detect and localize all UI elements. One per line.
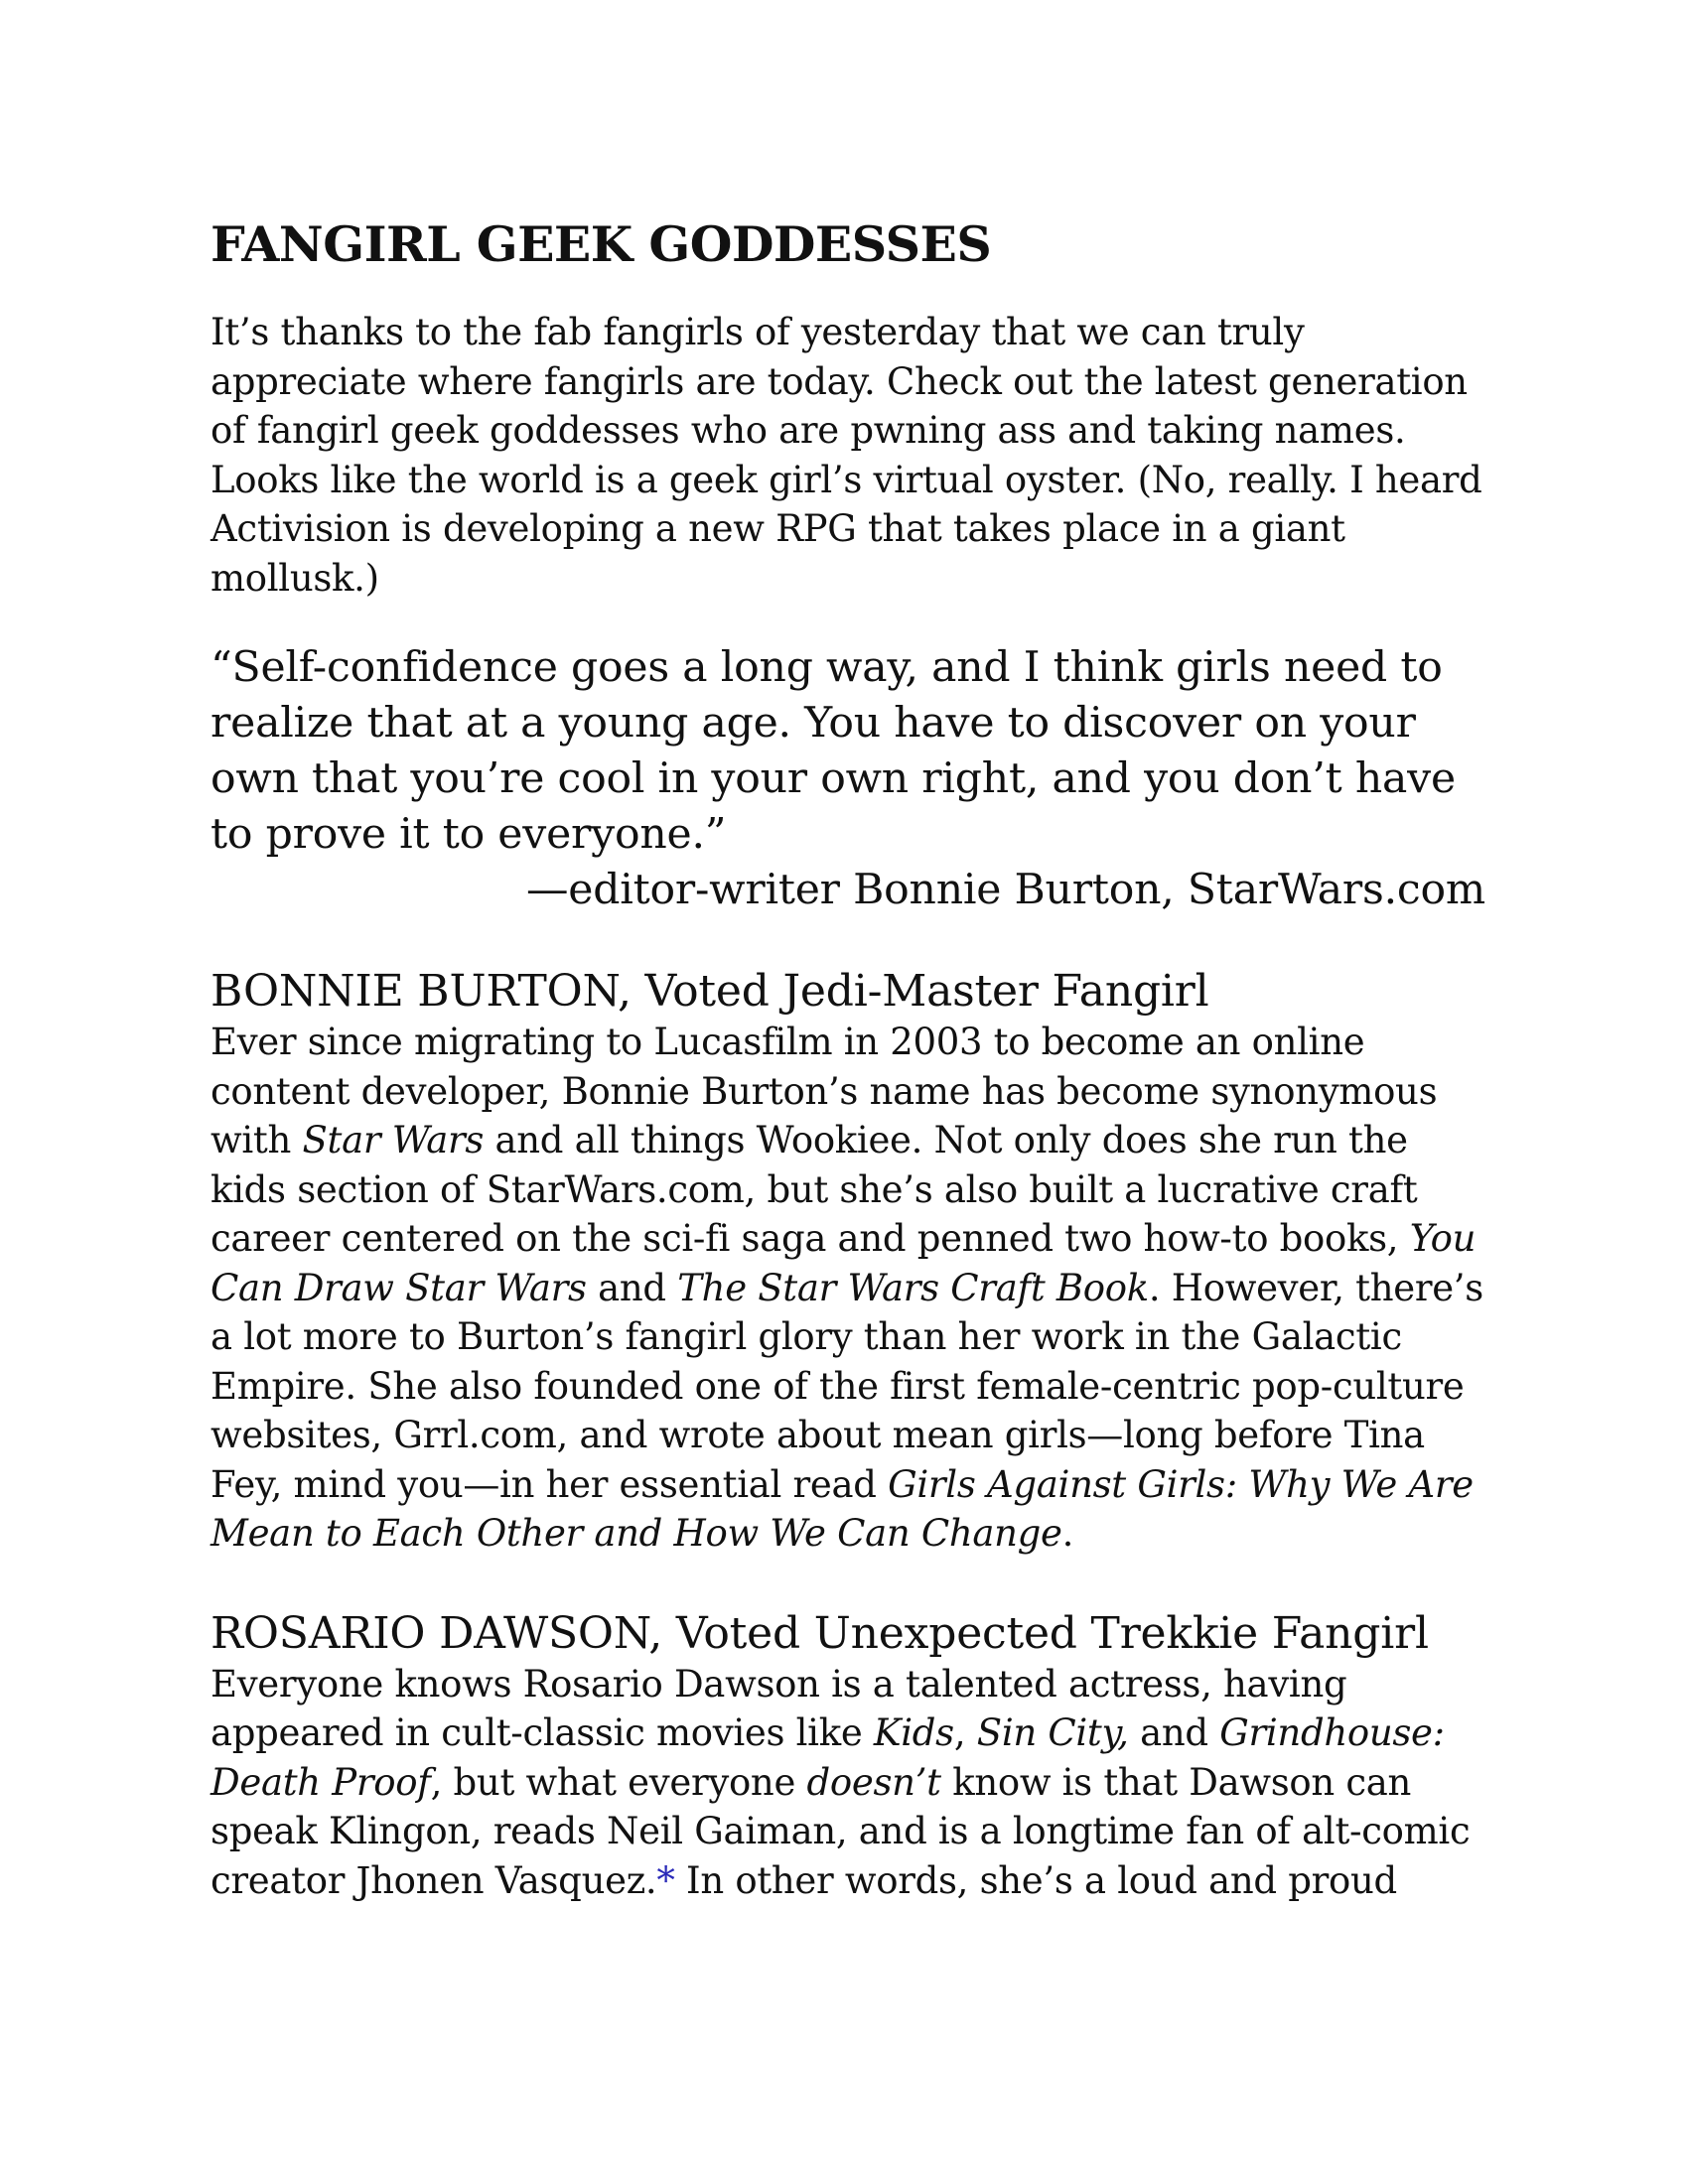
profile-heading: ROSARIO DAWSON, Voted Unexpected Trekkie Fangirl (211, 1607, 1429, 1659)
quote-attribution: —editor-writer Bonnie Burton, StarWars.com (525, 866, 1485, 914)
italic-title: The Star Wars Craft Book (677, 1266, 1149, 1309)
text-run: . However, there’s a lot more to Burton’s fangirl glory than her work in the Galactic Empire. She also founded one of the first female-centric pop-culture websites, Grrl.com, and wrote about mean girls—long before Tina Fey, mind you—in her essential read (211, 1266, 1483, 1506)
text-run: , but what everyone (430, 1760, 807, 1804)
text-run: Everyone knows Rosario Dawson is a talented actress, having appeared in cult-classic movies like (211, 1662, 1347, 1754)
intro-paragraph: It’s thanks to the fab fangirls of yesterday that we can truly appreciate where fangirls are today. Check out the latest generation of fangirl geek goddesses who are pwning ass and taking names. Looks like the world is a geek girl’s virtual oyster. (No, really. I heard Activision is developing a new RPG that takes place in a giant mollusk.) (211, 311, 1482, 600)
text-run: In other words, she’s a loud and proud (674, 1858, 1397, 1902)
profile-body (211, 1660, 1491, 1906)
text-run: and all things Wookiee. Not only does she run the kids section of StarWars.com, but she’s also built a lucrative craft career centered on the sci-fi saga and penned two how-to books, (211, 1119, 1418, 1260)
text-run: , (953, 1711, 977, 1754)
profile-heading: BONNIE BURTON, Voted Jedi-Master Fangirl (211, 966, 1209, 1017)
italic-title: Girls Against Girls: Why We Are Mean to Each Other and How We Can Change (211, 1462, 1474, 1555)
italic-title: Grindhouse: Death Proof (211, 1711, 1445, 1804)
quote-text: “Self-confidence goes a long way, and I think girls need to realize that at a young age. You have to discover on your own that you’re cool in your own right, and you don’t have to prove it to everyone.” (211, 643, 1456, 859)
italic-title: doesn’t (806, 1760, 941, 1804)
pull-quote (211, 640, 1491, 918)
italic-title: You Can Draw Star Wars (211, 1217, 1477, 1309)
page-content (211, 208, 1491, 1955)
text-run: know is that Dawson can speak Klingon, reads Neil Gaiman, and is a longtime fan of alt-comic creator Jhonen Vasquez. (211, 1760, 1471, 1902)
profile-body (211, 1018, 1491, 1559)
text-run: Ever since migrating to Lucasfilm in 2003 to become an online content developer, Bonnie Burton’s name has become synonymous with (211, 1021, 1438, 1161)
page-title: FANGIRL GEEK GODDESSES (211, 215, 992, 273)
text-run: and (586, 1266, 678, 1309)
italic-title: Sin City, (976, 1711, 1129, 1754)
italic-title: Kids (873, 1711, 954, 1754)
text-run: and (1128, 1711, 1220, 1754)
text-run: . (1061, 1512, 1074, 1555)
footnote-link[interactable]: * (656, 1858, 675, 1902)
profile-bonnie-burton (211, 966, 1491, 1559)
italic-title: Star Wars (302, 1119, 485, 1161)
profile-rosario-dawson (211, 1608, 1491, 1906)
